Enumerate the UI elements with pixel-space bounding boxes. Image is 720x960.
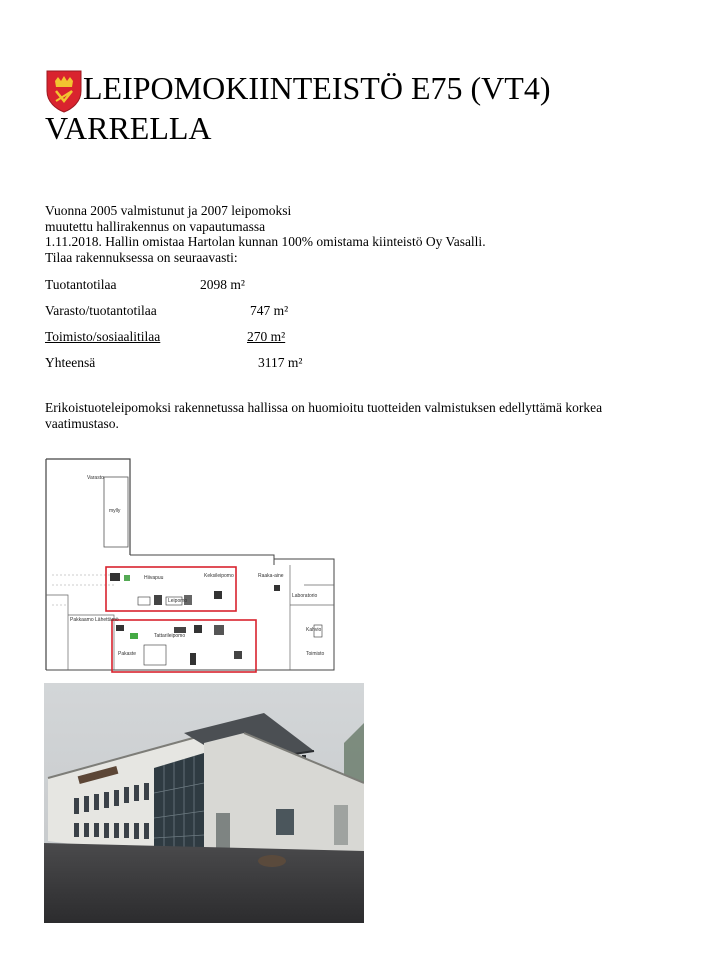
plan-label: Kahvio [306, 627, 322, 633]
intro-line: Vuonna 2005 valmistunut ja 2007 leipomoksi [45, 203, 292, 218]
plan-label: Leipomo [168, 598, 188, 604]
plan-label: Tattarileipomo [154, 633, 186, 639]
plan-label: Varasto [87, 475, 104, 481]
area-value: 3117 m² [258, 355, 303, 370]
plan-label: Toimisto [306, 651, 325, 657]
plan-label: Hiivapuu [144, 575, 164, 581]
plan-label: Keksileipomo [204, 573, 234, 579]
area-value: 2098 m² [200, 277, 245, 292]
plan-label: Pakkaamo Lähettämö [70, 617, 119, 623]
building-photo [44, 683, 364, 923]
intro-paragraph [45, 203, 685, 265]
plan-label: Pakaste [118, 651, 137, 657]
quality-note: Erikoistuoteleipomoksi rakennetussa hallissa on huomioitu tuotteiden valmistuksen edellyttämä korkea vaatimustaso. [45, 400, 603, 431]
intro-line: 1.11.2018. Hallin omistaa Hartolan kunnan 100% omistama kiinteistö Oy Vasalli. [45, 234, 486, 249]
page-title [45, 68, 685, 148]
plan-label: Laboratorio [292, 593, 318, 599]
title-line-2: VARRELLA [45, 110, 212, 146]
floor-plan [44, 455, 338, 675]
area-name: Yhteensä [45, 355, 96, 370]
area-name: Tuotantotilaa [45, 277, 117, 292]
intro-line: muutettu hallirakennus on vapautumassa [45, 218, 266, 234]
area-name: Toimisto/sosiaalitilaa [45, 329, 161, 344]
plan-label: mylly [109, 508, 121, 514]
plan-label: Raaka-aine [258, 573, 284, 579]
intro-line: Tilaa rakennuksessa on seuraavasti: [45, 249, 238, 265]
area-value: 270 m² [247, 329, 286, 344]
area-value: 747 m² [250, 303, 289, 318]
title-line-1: LEIPOMOKIINTEISTÖ E75 (VT4) [83, 70, 551, 106]
area-name: Varasto/tuotantotilaa [45, 303, 157, 318]
